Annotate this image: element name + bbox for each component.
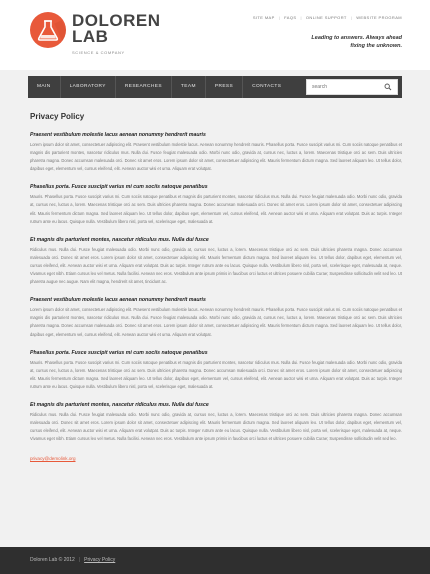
- section-body: Ridiculus mus. Nulla dui. Fusce feugiat malesuada odio. Morbi nunc odio, gravida at, cursus nec, luctus a, lorem. Maecenas tristique orci ac sem. Duis ultricies pharetra magna. Donec accumsan malesuada orci. Donec sit amet eros. Lorem ipsum dolor sit amet, consectetuer adipiscing elit. Mauris fermentum dictum magna. Sed laoreet aliquam leo. Ut tellus dolor, dapibus eget, elementum vel, cursus eleifend, elit. Aenean auctor wisi et urna. Aliquam erat volutpat. Duis ac turpis. Integer rutrum ante eu lacus. Quisque nulla. Vestibulum libero nisl, porta vel, scelerisque eget, malesuada at, neque. Vivamus eget nibh. Etiam cursus leo vel metus. Nulla facilisi. Aenean nec eros. Vestibulum ante ipsum primis in faucibus orci luctus et ultrices posuere cubilia Curae; Suspendisse sollicitudin velit sed leo. Ut pharetra augue nec augue. Nam elit magna, hendrerit sit amet, tincidunt ac.: [30, 246, 402, 285]
- section-body: Lorem ipsum dolor sit amet, consectetuer adipiscing elit. Praesent vestibulum molestie lacus. Aenean nonummy hendrerit mauris. Phasellus porta. Fusce suscipit varius mi. Cum sociis natoque penatibus et magnis dis parturient montes, nascetur ridiculus mus. Nulla dui. Fusce feugiat malesuada odio. Morbi nunc odio, gravida at, cursus nec, luctus a, lorem. Maecenas tristique orci ac sem. Duis ultricies pharetra magna. Donec accumsan malesuada orci. Donec sit amet eros. Lorem ipsum dolor sit amet, consectetuer adipiscing elit. Mauris fermentum dictum magna. Sed laoreet aliquam leo. Ut tellus dolor, dapibus eget, elementum vel, cursus eleifend, elit. Aenean auctor wisi et urna. Aliquam erat volutpat.: [30, 307, 402, 337]
- section-body: Mauris. Phasellus porta. Fusce suscipit varius mi. Cum sociis natoque penatibus et magnis dis parturient montes, nascetur ridiculus mus. Nulla dui. Fusce feugiat malesuada odio. Morbi nunc odio, gravida at, cursus nec, luctus a, lorem. Maecenas tristique orci ac sem. Duis ultricies pharetra magna. Donec accumsan malesuada orci. Donec sit amet eros. Lorem ipsum dolor sit amet, consectetuer adipiscing elit. Mauris fermentum dictum magna. Sed laoreet aliquam leo. Ut tellus dolor, dapibus eget, elementum vel, cursus eleifend, elit. Aenean auctor wisi et urna. Aliquam erat volutpat. Duis ac turpis. Integer rutrum ante eu lacus. Quisque nulla. Vestibulum libero nisl, porta vel, scelerisque eget, malesuada at.: [30, 359, 402, 389]
- policy-section: [30, 237, 402, 286]
- section-body: Mauris. Phasellus porta. Fusce suscipit varius mi. Cum sociis natoque penatibus et magnis dis parturient montes, nascetur ridiculus mus. Nulla dui. Fusce feugiat malesuada odio. Morbi nunc odio, gravida at, cursus nec, luctus a, lorem. Maecenas tristique orci ac sem. Duis ultricies pharetra magna. Donec accumsan malesuada orci. Donec sit amet eros. Lorem ipsum dolor sit amet, consectetuer adipiscing elit. Mauris fermentum dictum magna. Sed laoreet aliquam leo. Ut tellus dolor, dapibus eget, elementum vel, cursus eleifend, elit. Aenean auctor wisi et urna. Aliquam erat volutpat. Duis ac turpis. Integer rutrum ante eu lacus. Quisque nulla. Vestibulum libero nisl, porta vel, scelerisque eget, malesuada at.: [30, 194, 402, 224]
- nav-item-laboratory[interactable]: LABORATORY: [61, 76, 116, 98]
- brand-subtitle: SCIENCE & COMPANY: [72, 50, 125, 55]
- section-heading: Et magnis dis parturient montes, nascetur ridiculus mus. Nulla dui fusce: [30, 236, 209, 243]
- top-link-online-support[interactable]: ONLINE SUPPORT: [305, 15, 347, 20]
- section-heading: Phasellus porta. Fusce suscipit varius mi cum sociis natoque penatibus: [30, 184, 208, 191]
- nav-item-press[interactable]: PRESS: [206, 76, 243, 98]
- footer: [0, 547, 430, 574]
- top-link-site-map[interactable]: SITE MAP: [252, 15, 275, 20]
- footer-text: [30, 557, 115, 563]
- slogan: [272, 34, 402, 50]
- brand-name-line1: DOLOREN: [72, 11, 161, 30]
- nav-item-team[interactable]: TEAM: [172, 76, 206, 98]
- search-box: [306, 79, 398, 95]
- footer-separator: |: [78, 557, 81, 563]
- nav-item-researches[interactable]: RESEARCHES: [116, 76, 172, 98]
- slogan-line1: Leading to answers. Always ahead: [311, 35, 402, 41]
- search-icon: [384, 83, 392, 91]
- page-title: Privacy Policy: [30, 112, 85, 121]
- privacy-email-link[interactable]: privacy@demolink.org: [30, 456, 76, 462]
- policy-section: [30, 350, 402, 391]
- top-link-separator: |: [300, 15, 302, 20]
- search-button[interactable]: [381, 80, 395, 94]
- policy-section: [30, 184, 402, 225]
- section-heading: Praesent vestibulum molestie lacus aenean nonummy hendrerit mauris: [30, 132, 206, 138]
- policy-section: [30, 297, 402, 338]
- search-input[interactable]: [307, 80, 381, 94]
- footer-copyright: Doloren Lab © 2012: [30, 557, 75, 563]
- section-heading: Et magnis dis parturient montes, nascetur ridiculus mus. Nulla dui fusce: [30, 401, 209, 408]
- brand-name[interactable]: [72, 13, 161, 45]
- top-link-separator: |: [278, 15, 281, 20]
- section-heading: Phasellus porta. Fusce suscipit varius mi cum sociis natoque penatibus: [30, 349, 208, 356]
- top-link-separator: |: [350, 15, 353, 20]
- section-body: Lorem ipsum dolor sit amet, consectetuer adipiscing elit. Praesent vestibulum molestie lacus. Aenean nonummy hendrerit mauris. Phasellus porta. Fusce suscipit varius mi. Cum sociis natoque penatibus et magnis dis parturient montes, nascetur ridiculus mus. Nulla dui. Fusce feugiat malesuada odio. Morbi nunc odio, gravida at, cursus nec, luctus a, lorem. Maecenas tristique orci ac sem. Duis ultricies pharetra magna. Donec accumsan malesuada orci. Donec sit amet eros. Lorem ipsum dolor sit amet, consectetuer adipiscing elit. Mauris fermentum dictum magna. Sed laoreet aliquam leo. Ut tellus dolor, dapibus eget, elementum vel, cursus eleifend, elit. Aenean auctor wisi et urna. Aliquam erat volutpat.: [30, 142, 402, 172]
- flask-logo-icon[interactable]: [30, 12, 66, 48]
- section-heading: Praesent vestibulum molestie lacus aenean nonummy hendrerit mauris: [30, 297, 206, 304]
- section-body: Ridiculus mus. Nulla dui. Fusce feugiat malesuada odio. Morbi nunc odio, gravida at, cursus nec, luctus a, lorem. Maecenas tristique orci ac sem. Duis ultricies pharetra magna. Donec accumsan malesuada orci. Donec sit amet eros. Lorem ipsum dolor sit amet, consectetuer adipiscing elit. Mauris fermentum dictum magna. Sed laoreet aliquam leo. Ut tellus dolor, dapibus eget, elementum vel, cursus eleifend, elit. Aenean auctor wisi et urna. Aliquam erat volutpat. Duis ac turpis. Integer rutrum ante eu lacus. Quisque nulla. Vestibulum libero nisl, porta vel, scelerisque eget, malesuada at, neque. Vivamus eget nibh. Etiam cursus leo vel metus. Nulla facilisi. Aenean nec eros. Vestibulum ante ipsum primis in faucibus orci luctus et ultrices posuere cubilia Curae; Suspendisse sollicitudin velit sed leo.: [30, 411, 402, 442]
- main-content: [30, 112, 402, 465]
- main-nav: [28, 76, 402, 98]
- brand-name-line2: LAB: [72, 27, 109, 46]
- header: [0, 0, 430, 70]
- policy-section: [30, 132, 402, 173]
- top-link-faqs[interactable]: FAQS: [284, 15, 297, 20]
- nav-wrapper: [0, 70, 430, 104]
- nav-item-contacts[interactable]: CONTACTS: [252, 84, 282, 89]
- nav-item-main[interactable]: MAIN: [28, 76, 61, 98]
- slogan-line2: fixing the unknown.: [350, 43, 402, 49]
- top-links: [253, 15, 402, 20]
- top-link-website-program[interactable]: WEBSITE PROGRAM: [356, 15, 402, 20]
- policy-section: [30, 402, 402, 443]
- footer-privacy-link[interactable]: Privacy Policy: [84, 557, 116, 563]
